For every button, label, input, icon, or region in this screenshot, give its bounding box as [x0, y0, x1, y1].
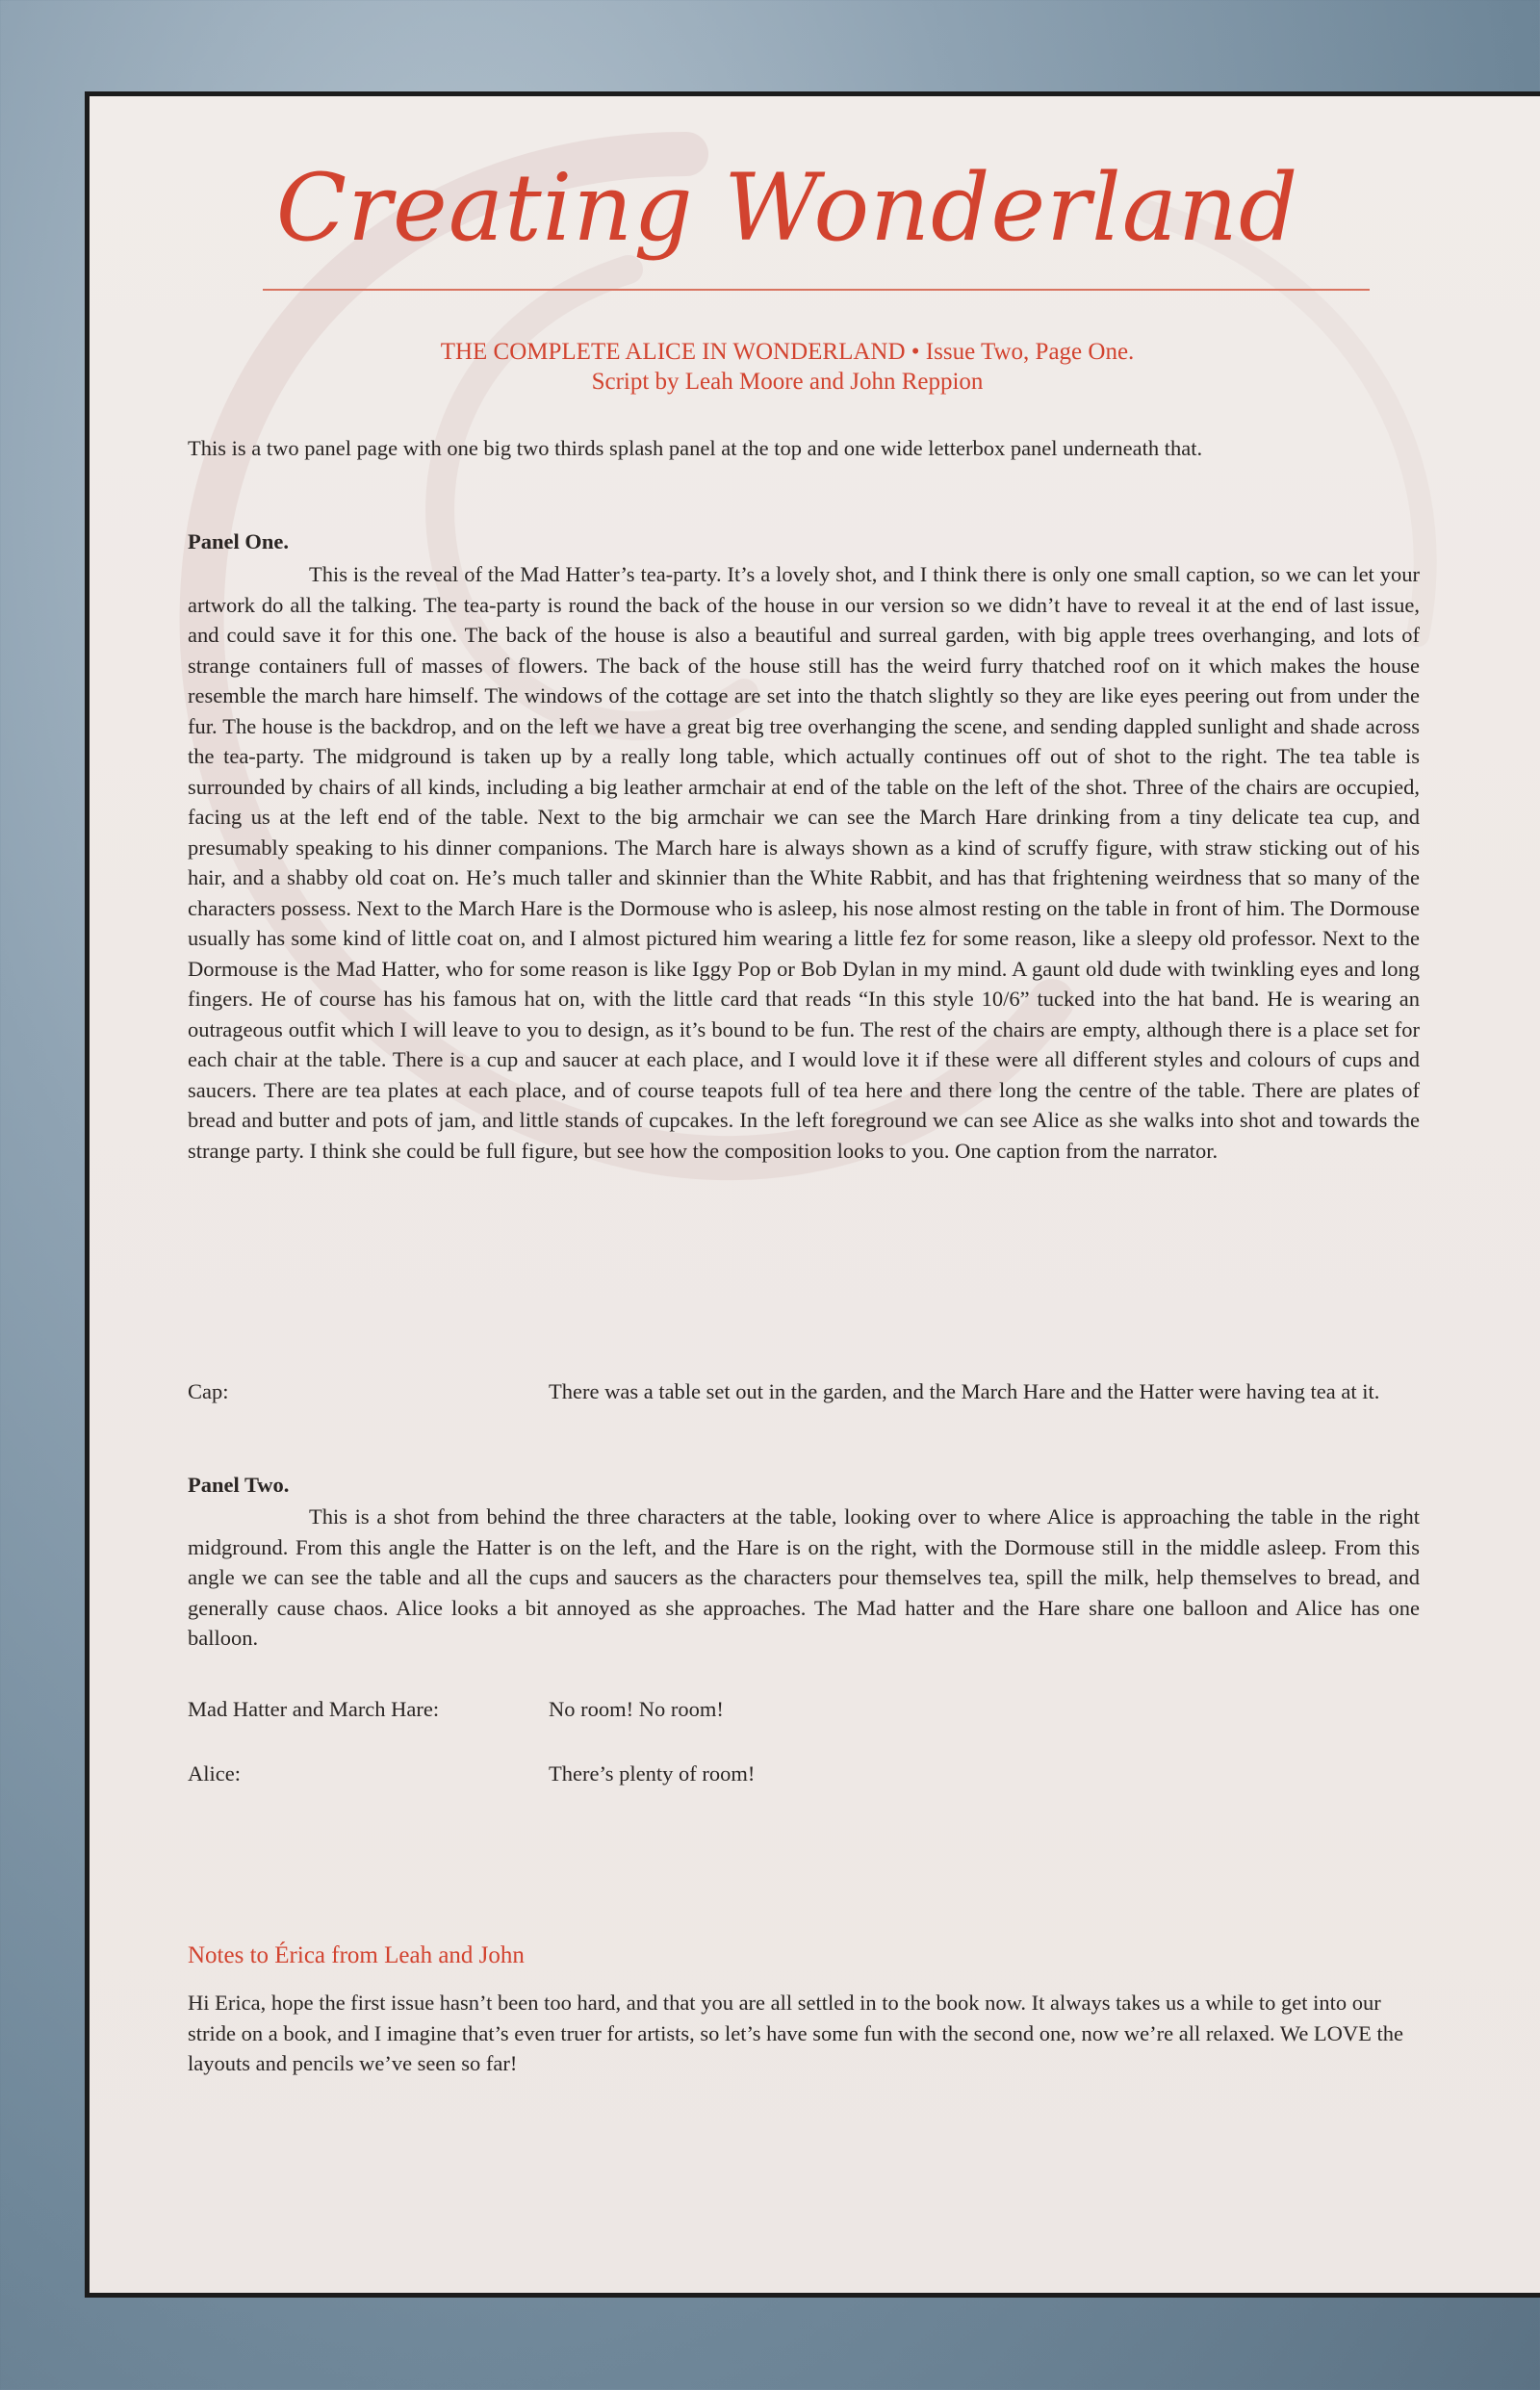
caption-label: Cap: — [188, 1379, 229, 1403]
dialogue-line: There’s plenty of room! — [549, 1761, 756, 1786]
notes-heading: Notes to Érica from Leah and John — [188, 1942, 525, 1968]
notes-text: Hi Erica, hope the first issue hasn’t been too hard, and that you are all settled in to the book now. It always takes us a while to get into our stride on a book, and I imagine that’s even truer for artists, so let’s have some fun with the second one, now we’re all relaxed. We LOVE the layouts and pencils we’ve seen so far! — [188, 1991, 1404, 2075]
panel-one-text: This is the reveal of the Mad Hatter’s tea-party. It’s a lovely shot, and I think there is only one small caption, so we can let your artwork do all the talking. The tea-party is round the back of the house in our version so we didn’t have to reveal it at the end of last issue, and could save it for this one. The back of the house is also a beautiful and surreal garden, with big apple trees overhanging, and lots of strange containers full of masses of flowers. The back of the house still has the weird furry thatched roof on it which makes the house resemble the march hare himself. The windows of the cottage are set into the thatch slightly so they are like eyes peering out from under the fur. The house is the backdrop, and on the left we have a great big tree overhanging the scene, and sending dappled sunlight and shade across the tea-party. The midground is taken up by a really long table, which actually continues off out of shot to the right. The tea table is surrounded by chairs of all kinds, including a big leather armchair at end of the table on the left of the shot. Three of the chairs are occupied, facing us at the left end of the table. Next to the big armchair we can see the March Hare drinking from a tiny delicate tea cup, and presumably speaking to his dinner companions. The March hare is always shown as a kind of scruffy figure, with straw sticking out of his hair, and a shabby old coat on. He’s much taller and skinnier than the White Rabbit, and has that frightening weirdness that so many of the characters possess. Next to the March Hare is the Dormouse who is asleep, his nose almost resting on the table in front of him. The Dormouse usually has some kind of little coat on, and I almost pictured him wearing a little fez for some reason, like a sleepy old professor. Next to the Dormouse is the Mad Hatter, who for some reason is like Iggy Pop or Bob Dylan in my mind. A gaunt old dude with twinkling eyes and long fingers. He of course has his famous hat on, with the little card that reads “In this style 10/6” tucked into the hat band. He is wearing an outrageous outfit which I will leave to you to design, as it’s bound to be fun. The rest of the chairs are empty, although there is a place set for each chair at the table. There is a cup and saucer at each place, and I would love it if these were all different styles and colours of cups and saucers. There are tea plates at each place, and of course teapots full of tea here and there long the centre of the table. There are plates of bread and butter and pots of jam, and little stands of cupcakes. In the left foreground we can see Alice as she walks into shot and towards the strange party. I think she could be full figure, but see how the composition looks to you. One caption from the narrator. — [188, 562, 1420, 1163]
page-title: Creating Wonderland — [275, 154, 1299, 262]
title-divider — [263, 289, 1370, 291]
document-page — [85, 91, 1540, 2298]
dialogue-speaker: Mad Hatter and March Hare: — [188, 1697, 440, 1721]
intro-paragraph: This is a two panel page with one big two thirds splash panel at the top and one wide letterbox panel underneath that. — [188, 436, 1203, 460]
panel-one-heading: Panel One. — [188, 529, 289, 553]
subtitle-credits: Script by Leah Moore and John Reppion — [591, 369, 984, 396]
subtitle-series: THE COMPLETE ALICE IN WONDERLAND • Issue Two, Page One. — [440, 339, 1135, 365]
panel-two-text: This is a shot from behind the three characters at the table, looking over to where Alice is approaching the table in the right midground. From this angle the Hatter is on the left, and the Hare is on the right, with the Dormouse still in the middle asleep. From this angle we can see the table and all the cups and saucers as the characters pour themselves tea, spill the milk, help themselves to bread, and generally cause chaos. Alice looks a bit annoyed as she approaches. The Mad hatter and the Hare share one balloon and Alice has one balloon. — [188, 1504, 1420, 1650]
dialogue-line: No room! No room! — [549, 1697, 724, 1721]
subtitle — [90, 337, 1485, 398]
dialogue-speaker: Alice: — [188, 1761, 241, 1786]
panel-two-heading: Panel Two. — [188, 1473, 290, 1497]
caption-text: There was a table set out in the garden, and the March Hare and the Hatter were having tea at it. — [549, 1379, 1380, 1403]
